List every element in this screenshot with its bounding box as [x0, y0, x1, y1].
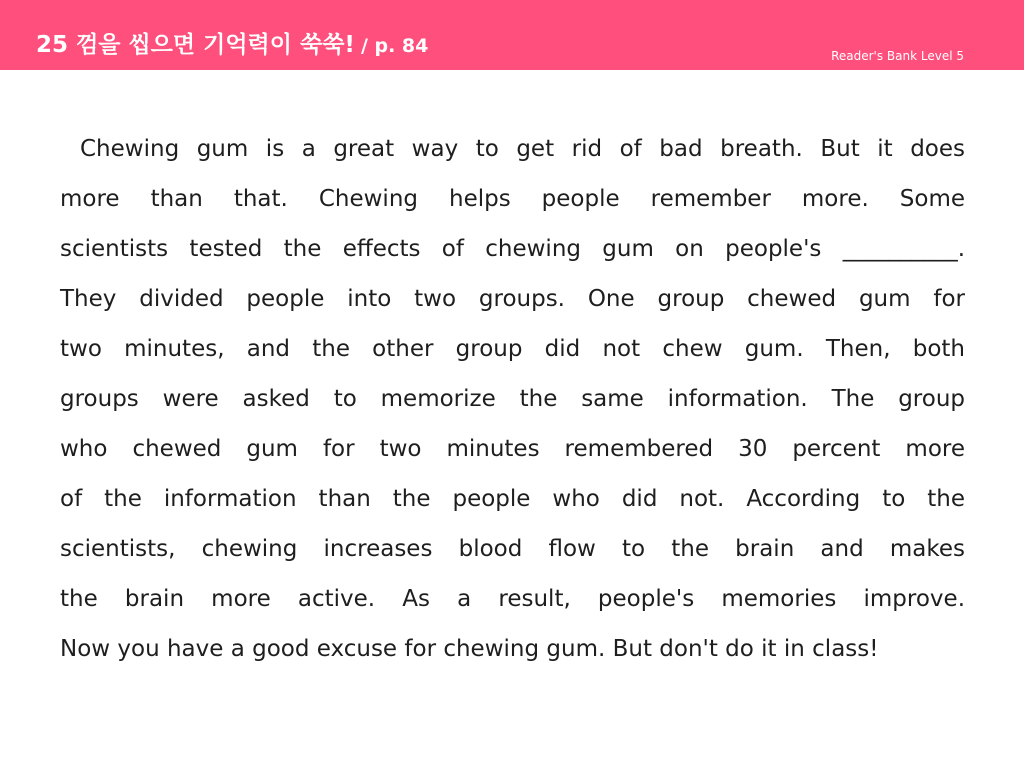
passage-line: the brain more active. As a result, people's memories improve. [60, 586, 965, 612]
passage-line: groups were asked to memorize the same information. The group [60, 386, 965, 412]
passage-line: who chewed gum for two minutes remembered 30 percent more [60, 436, 965, 462]
header-bar [0, 0, 1024, 70]
passage-line: two minutes, and the other group did not chew gum. Then, both [60, 336, 965, 362]
passage-line: scientists, chewing increases blood flow to the brain and makes [60, 536, 965, 562]
page-reference: / p. 84 [360, 35, 429, 57]
reading-passage [60, 124, 965, 674]
lesson-title [36, 26, 428, 59]
passage-line: more than that. Chewing helps people remember more. Some [60, 186, 965, 212]
passage-line: They divided people into two groups. One group chewed gum for [60, 286, 965, 312]
lesson-title-text: 25 껌을 씹으면 기억력이 쑥쑥! [36, 32, 355, 58]
passage-line: scientists tested the effects of chewing gum on people's __________. [60, 236, 965, 262]
passage-line: Chewing gum is a great way to get rid of bad breath. But it does [80, 136, 965, 162]
series-label: Reader's Bank Level 5 [831, 49, 964, 63]
passage-line: of the information than the people who did not. According to the [60, 486, 965, 512]
passage-line: Now you have a good excuse for chewing gum. But don't do it in class! [60, 636, 879, 662]
